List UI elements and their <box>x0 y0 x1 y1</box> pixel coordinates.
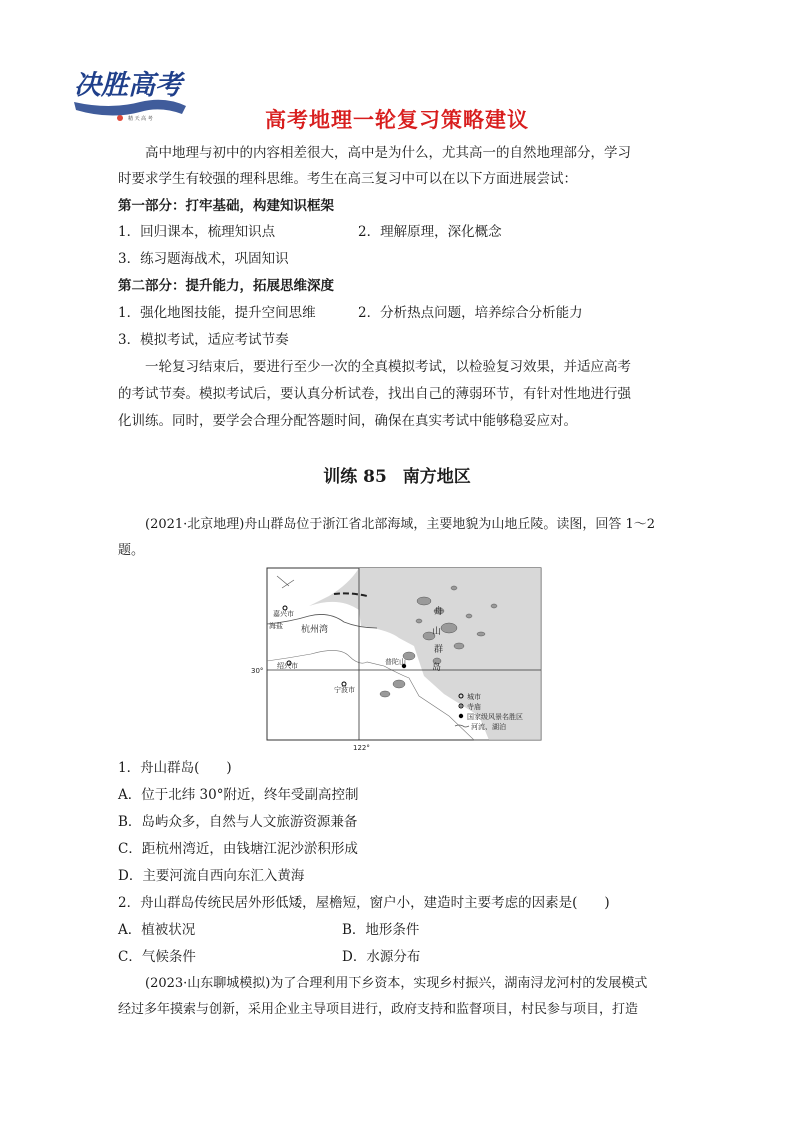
q1-stem: 1．舟山群岛( ) <box>118 760 232 776</box>
part1-item-2: 2．理解原理，深化概念 <box>358 224 502 240</box>
map-label-zhoushan-3: 群 <box>434 645 444 655</box>
summary-line-3: 化训练。同时，要学会合理分配答题时间，确保在真实考试中能够稳妥应对。 <box>118 413 577 429</box>
document-title: 高考地理一轮复习策略建议 <box>265 108 529 132</box>
legend-temple: 寺庙 <box>467 703 481 711</box>
q2-option-a: A．植被状况 <box>118 922 196 938</box>
passage1-line-2: 题。 <box>118 543 145 558</box>
map-label-zhoushan-2: 山 <box>432 627 442 637</box>
passage1-line-1: (2021·北京地理)舟山群岛位于浙江省北部海域，主要地貌为山地丘陵。读图，回答 1～2 <box>145 517 656 532</box>
map-label-zhoushan-1: 舟 <box>434 607 444 617</box>
section-label: 训练 85 <box>323 467 387 487</box>
q1-option-c: C．距杭州湾近，由钱塘江泥沙淤积形成 <box>118 841 358 857</box>
summary-line-2: 的考试节奏。模拟考试后，要认真分析试卷，找出自己的薄弱环节，有针对性地进行强 <box>118 386 631 402</box>
map-label-hangzhou-bay: 杭州湾 <box>301 625 329 635</box>
map-label-lon: 122° <box>353 744 370 752</box>
q1-option-d: D．主要河流自西向东汇入黄海 <box>118 868 305 884</box>
map-label-ningbo: 宁波市 <box>334 686 355 694</box>
part1-item-1: 1．回归课本，梳理知识点 <box>118 224 276 240</box>
part2-item-3: 3．模拟考试，适应考试节奏 <box>118 332 289 348</box>
legend-river: 河流、湖泊 <box>471 723 506 731</box>
map-label-lat: 30° <box>251 667 264 675</box>
q1-option-a: A．位于北纬 30°附近，终年受副高控制 <box>118 787 359 803</box>
part2-item-1: 1．强化地图技能，提升空间思维 <box>118 305 316 321</box>
section-heading <box>0 462 794 487</box>
q2-option-d: D．水源分布 <box>342 949 421 965</box>
part1-heading: 第一部分：打牢基础，构建知识框架 <box>118 198 334 214</box>
intro-line-1: 高中地理与初中的内容相差很大，高中是为什么，尤其高一的自然地理部分，学习 <box>145 145 631 161</box>
logo-text: 决胜高考 <box>74 70 182 101</box>
map-label-putuoshan: 普陀山 <box>385 658 406 666</box>
passage2-line-2: 经过多年摸索与创新，采用企业主导项目进行，政府支持和监督项目，村民参与项目，打造 <box>118 1002 639 1017</box>
part2-item-2: 2．分析热点问题，培养综合分析能力 <box>358 305 583 321</box>
q2-stem: 2．舟山群岛传统民居外形低矮，屋檐短，窗户小，建造时主要考虑的因素是( ) <box>118 895 610 911</box>
logo-subtext: 精 天 高 考 <box>128 116 153 122</box>
section-name: 南方地区 <box>402 467 471 487</box>
map-label-haiyan: 海盐 <box>269 622 283 630</box>
passage2-line-1: (2023·山东聊城模拟)为了合理利用下乡资本，实现乡村振兴，湖南浔龙河村的发展模式 <box>145 976 648 991</box>
part1-item-3: 3．练习题海战术，巩固知识 <box>118 251 289 267</box>
legend-scenic: 国家级风景名胜区 <box>467 713 523 721</box>
part2-heading: 第二部分：提升能力，拓展思维深度 <box>118 278 334 294</box>
q2-option-c: C．气候条件 <box>118 949 196 965</box>
map-label-jiaxing: 嘉兴市 <box>273 610 294 618</box>
map-label-shaoxing: 绍兴市 <box>277 662 298 670</box>
map-label-zhoushan-4: 岛 <box>432 663 442 673</box>
intro-line-2: 时要求学生有较强的理科思维。考生在高三复习中可以在以下方面进展尝试： <box>118 171 577 187</box>
summary-line-1: 一轮复习结束后，要进行至少一次的全真模拟考试，以检验复习效果，并适应高考 <box>145 359 631 375</box>
q1-option-b: B．岛屿众多，自然与人文旅游资源兼备 <box>118 814 358 830</box>
q2-option-b: B．地形条件 <box>342 922 420 938</box>
legend-city: 城市 <box>467 693 481 701</box>
zhoushan-map <box>249 566 549 756</box>
